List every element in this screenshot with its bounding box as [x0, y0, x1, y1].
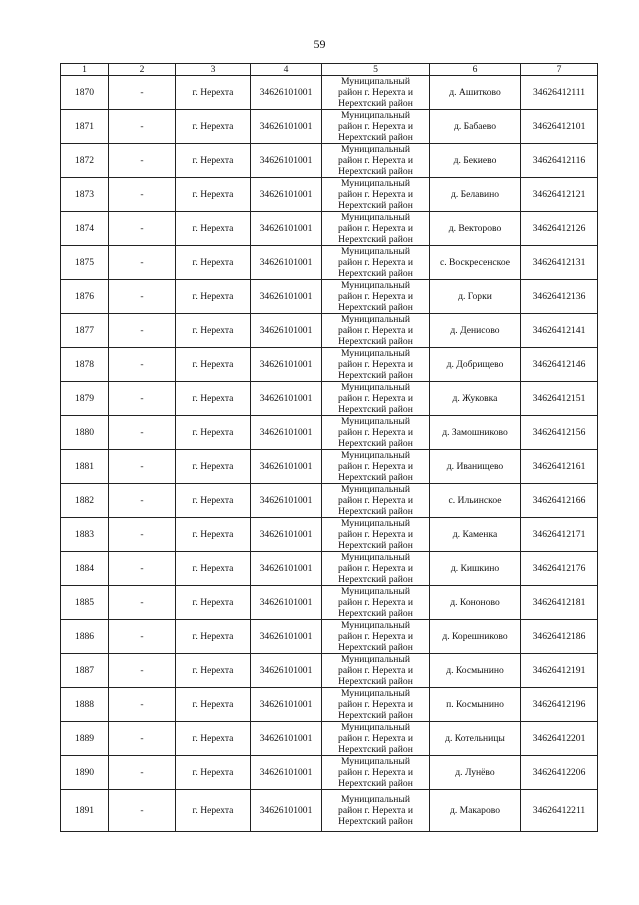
- cell-city: г. Нерехта: [176, 110, 251, 144]
- cell-municipality: [322, 246, 430, 280]
- cell-dash: -: [109, 756, 176, 790]
- cell-municipality: [322, 722, 430, 756]
- cell-oktmo-settlement: 34626412111: [521, 76, 598, 110]
- cell-oktmo-settlement: 34626412101: [521, 110, 598, 144]
- municipality-line: Нерехтский район: [338, 268, 413, 279]
- cell-city: г. Нерехта: [176, 76, 251, 110]
- municipality-line: Муниципальный: [341, 484, 410, 495]
- cell-dash: -: [109, 620, 176, 654]
- municipality-line: район г. Нерехта и: [338, 257, 413, 268]
- cell-settlement: п. Космынино: [430, 688, 521, 722]
- row-number: 1877: [61, 314, 109, 348]
- cell-municipality: [322, 518, 430, 552]
- table-row: [61, 76, 598, 110]
- municipality-line: Нерехтский район: [338, 540, 413, 551]
- municipality-line: Нерехтский район: [338, 816, 413, 827]
- table-row: [61, 586, 598, 620]
- cell-city: г. Нерехта: [176, 756, 251, 790]
- cell-city: г. Нерехта: [176, 484, 251, 518]
- cell-city: г. Нерехта: [176, 688, 251, 722]
- column-header: 7: [521, 64, 598, 76]
- cell-oktmo-city: 34626101001: [251, 246, 322, 280]
- cell-municipality: [322, 110, 430, 144]
- table-row: [61, 620, 598, 654]
- table-row: [61, 144, 598, 178]
- table-row: [61, 348, 598, 382]
- cell-oktmo-settlement: 34626412166: [521, 484, 598, 518]
- municipality-line: Нерехтский район: [338, 574, 413, 585]
- cell-settlement: д. Жуковка: [430, 382, 521, 416]
- cell-oktmo-city: 34626101001: [251, 790, 322, 832]
- municipality-line: Нерехтский район: [338, 404, 413, 415]
- page-number: 59: [313, 37, 326, 51]
- row-number: 1882: [61, 484, 109, 518]
- cell-dash: -: [109, 76, 176, 110]
- table-row: [61, 280, 598, 314]
- municipality-line: район г. Нерехта и: [338, 223, 413, 234]
- row-number: 1875: [61, 246, 109, 280]
- cell-dash: -: [109, 314, 176, 348]
- cell-city: г. Нерехта: [176, 416, 251, 450]
- cell-municipality: [322, 620, 430, 654]
- row-number: 1876: [61, 280, 109, 314]
- cell-oktmo-settlement: 34626412116: [521, 144, 598, 178]
- municipality-line: район г. Нерехта и: [338, 805, 413, 816]
- cell-settlement: д. Денисово: [430, 314, 521, 348]
- municipality-line: Нерехтский район: [338, 98, 413, 109]
- cell-municipality: [322, 416, 430, 450]
- municipality-line: Нерехтский район: [338, 200, 413, 211]
- table-row: [61, 654, 598, 688]
- cell-city: г. Нерехта: [176, 178, 251, 212]
- cell-dash: -: [109, 484, 176, 518]
- municipality-line: Муниципальный: [341, 76, 410, 87]
- municipality-line: Муниципальный: [341, 688, 410, 699]
- municipality-line: Муниципальный: [341, 722, 410, 733]
- cell-oktmo-city: 34626101001: [251, 314, 322, 348]
- municipality-line: Нерехтский район: [338, 472, 413, 483]
- cell-settlement: д. Котельницы: [430, 722, 521, 756]
- cell-settlement: д. Каменка: [430, 518, 521, 552]
- row-number: 1891: [61, 790, 109, 832]
- cell-oktmo-city: 34626101001: [251, 722, 322, 756]
- municipality-line: Нерехтский район: [338, 676, 413, 687]
- table-row: [61, 790, 598, 832]
- cell-dash: -: [109, 144, 176, 178]
- municipality-line: район г. Нерехта и: [338, 325, 413, 336]
- cell-dash: -: [109, 348, 176, 382]
- municipality-line: район г. Нерехта и: [338, 631, 413, 642]
- cell-municipality: [322, 654, 430, 688]
- row-number: 1886: [61, 620, 109, 654]
- cell-oktmo-settlement: 34626412206: [521, 756, 598, 790]
- cell-dash: -: [109, 382, 176, 416]
- row-number: 1888: [61, 688, 109, 722]
- cell-settlement: д. Кишкино: [430, 552, 521, 586]
- row-number: 1889: [61, 722, 109, 756]
- municipality-line: Муниципальный: [341, 110, 410, 121]
- row-number: 1872: [61, 144, 109, 178]
- municipality-line: район г. Нерехта и: [338, 597, 413, 608]
- column-header: 5: [322, 64, 430, 76]
- municipality-line: Муниципальный: [341, 416, 410, 427]
- municipality-line: Нерехтский район: [338, 336, 413, 347]
- table-row: [61, 688, 598, 722]
- municipality-line: Муниципальный: [341, 348, 410, 359]
- table-row: [61, 110, 598, 144]
- cell-settlement: д. Замошниково: [430, 416, 521, 450]
- cell-oktmo-city: 34626101001: [251, 382, 322, 416]
- row-number: 1878: [61, 348, 109, 382]
- municipality-line: Нерехтский район: [338, 710, 413, 721]
- row-number: 1870: [61, 76, 109, 110]
- cell-city: г. Нерехта: [176, 518, 251, 552]
- cell-city: г. Нерехта: [176, 620, 251, 654]
- cell-dash: -: [109, 586, 176, 620]
- municipality-line: Нерехтский район: [338, 642, 413, 653]
- municipality-line: район г. Нерехта и: [338, 733, 413, 744]
- cell-city: г. Нерехта: [176, 722, 251, 756]
- row-number: 1880: [61, 416, 109, 450]
- cell-oktmo-settlement: 34626412121: [521, 178, 598, 212]
- cell-oktmo-settlement: 34626412191: [521, 654, 598, 688]
- cell-oktmo-city: 34626101001: [251, 484, 322, 518]
- cell-oktmo-settlement: 34626412131: [521, 246, 598, 280]
- municipality-line: район г. Нерехта и: [338, 121, 413, 132]
- cell-city: г. Нерехта: [176, 450, 251, 484]
- municipality-line: район г. Нерехта и: [338, 461, 413, 472]
- cell-settlement: д. Кононово: [430, 586, 521, 620]
- table-row: [61, 382, 598, 416]
- municipality-line: Нерехтский район: [338, 506, 413, 517]
- cell-settlement: д. Добрищево: [430, 348, 521, 382]
- municipality-line: район г. Нерехта и: [338, 393, 413, 404]
- cell-oktmo-city: 34626101001: [251, 654, 322, 688]
- cell-city: г. Нерехта: [176, 790, 251, 832]
- cell-settlement: д. Горки: [430, 280, 521, 314]
- header-row: [61, 64, 598, 76]
- municipality-line: Нерехтский район: [338, 608, 413, 619]
- cell-settlement: д. Иванищево: [430, 450, 521, 484]
- cell-municipality: [322, 348, 430, 382]
- municipality-line: Муниципальный: [341, 756, 410, 767]
- cell-city: г. Нерехта: [176, 654, 251, 688]
- cell-oktmo-settlement: 34626412136: [521, 280, 598, 314]
- cell-municipality: [322, 790, 430, 832]
- row-number: 1887: [61, 654, 109, 688]
- table-row: [61, 722, 598, 756]
- cell-city: г. Нерехта: [176, 348, 251, 382]
- municipality-line: район г. Нерехта и: [338, 359, 413, 370]
- cell-settlement: д. Корешниково: [430, 620, 521, 654]
- cell-dash: -: [109, 688, 176, 722]
- cell-oktmo-settlement: 34626412181: [521, 586, 598, 620]
- row-number: 1884: [61, 552, 109, 586]
- column-header: 3: [176, 64, 251, 76]
- municipality-line: Нерехтский район: [338, 302, 413, 313]
- column-header: 2: [109, 64, 176, 76]
- cell-city: г. Нерехта: [176, 552, 251, 586]
- cell-dash: -: [109, 212, 176, 246]
- cell-dash: -: [109, 450, 176, 484]
- column-header: 1: [61, 64, 109, 76]
- cell-oktmo-city: 34626101001: [251, 756, 322, 790]
- cell-oktmo-settlement: 34626412161: [521, 450, 598, 484]
- municipality-line: Муниципальный: [341, 586, 410, 597]
- municipality-line: Нерехтский район: [338, 438, 413, 449]
- table-row: [61, 450, 598, 484]
- cell-city: г. Нерехта: [176, 246, 251, 280]
- cell-municipality: [322, 484, 430, 518]
- municipality-line: Муниципальный: [341, 246, 410, 257]
- municipality-line: район г. Нерехта и: [338, 495, 413, 506]
- municipality-line: Нерехтский район: [338, 234, 413, 245]
- municipality-line: Муниципальный: [341, 280, 410, 291]
- cell-city: г. Нерехта: [176, 212, 251, 246]
- cell-dash: -: [109, 246, 176, 280]
- cell-oktmo-city: 34626101001: [251, 280, 322, 314]
- cell-oktmo-city: 34626101001: [251, 76, 322, 110]
- cell-oktmo-city: 34626101001: [251, 110, 322, 144]
- row-number: 1890: [61, 756, 109, 790]
- cell-dash: -: [109, 654, 176, 688]
- cell-municipality: [322, 314, 430, 348]
- cell-municipality: [322, 178, 430, 212]
- municipality-line: район г. Нерехта и: [338, 155, 413, 166]
- cell-oktmo-city: 34626101001: [251, 212, 322, 246]
- cell-oktmo-city: 34626101001: [251, 144, 322, 178]
- table-row: [61, 246, 598, 280]
- cell-settlement: д. Лунёво: [430, 756, 521, 790]
- row-number: 1871: [61, 110, 109, 144]
- cell-oktmo-city: 34626101001: [251, 552, 322, 586]
- cell-dash: -: [109, 722, 176, 756]
- cell-dash: -: [109, 416, 176, 450]
- row-number: 1883: [61, 518, 109, 552]
- municipality-line: Муниципальный: [341, 178, 410, 189]
- cell-settlement: д. Белавино: [430, 178, 521, 212]
- cell-oktmo-settlement: 34626412196: [521, 688, 598, 722]
- cell-city: г. Нерехта: [176, 586, 251, 620]
- cell-oktmo-settlement: 34626412141: [521, 314, 598, 348]
- municipality-line: Нерехтский район: [338, 166, 413, 177]
- municipality-line: район г. Нерехта и: [338, 291, 413, 302]
- column-header: 6: [430, 64, 521, 76]
- cell-city: г. Нерехта: [176, 144, 251, 178]
- cell-settlement: д. Векторово: [430, 212, 521, 246]
- municipality-line: Муниципальный: [341, 518, 410, 529]
- municipality-line: Муниципальный: [341, 620, 410, 631]
- cell-oktmo-settlement: 34626412171: [521, 518, 598, 552]
- cell-municipality: [322, 382, 430, 416]
- registry-table: [60, 63, 598, 832]
- row-number: 1874: [61, 212, 109, 246]
- municipality-line: Муниципальный: [341, 212, 410, 223]
- cell-oktmo-settlement: 34626412211: [521, 790, 598, 832]
- cell-municipality: [322, 586, 430, 620]
- municipality-line: район г. Нерехта и: [338, 189, 413, 200]
- cell-city: г. Нерехта: [176, 382, 251, 416]
- cell-oktmo-city: 34626101001: [251, 620, 322, 654]
- municipality-line: район г. Нерехта и: [338, 563, 413, 574]
- municipality-line: район г. Нерехта и: [338, 529, 413, 540]
- municipality-line: район г. Нерехта и: [338, 87, 413, 98]
- cell-municipality: [322, 212, 430, 246]
- cell-city: г. Нерехта: [176, 314, 251, 348]
- municipality-line: район г. Нерехта и: [338, 767, 413, 778]
- municipality-line: Муниципальный: [341, 450, 410, 461]
- row-number: 1885: [61, 586, 109, 620]
- row-number: 1879: [61, 382, 109, 416]
- municipality-line: Муниципальный: [341, 314, 410, 325]
- cell-oktmo-city: 34626101001: [251, 450, 322, 484]
- cell-municipality: [322, 76, 430, 110]
- cell-settlement: д. Космынино: [430, 654, 521, 688]
- cell-oktmo-settlement: 34626412201: [521, 722, 598, 756]
- municipality-line: район г. Нерехта и: [338, 665, 413, 676]
- cell-dash: -: [109, 110, 176, 144]
- cell-oktmo-city: 34626101001: [251, 178, 322, 212]
- cell-dash: -: [109, 518, 176, 552]
- municipality-line: Нерехтский район: [338, 778, 413, 789]
- table-row: [61, 178, 598, 212]
- cell-oktmo-settlement: 34626412156: [521, 416, 598, 450]
- cell-municipality: [322, 450, 430, 484]
- municipality-line: Муниципальный: [341, 552, 410, 563]
- cell-settlement: д. Ашитково: [430, 76, 521, 110]
- cell-oktmo-settlement: 34626412186: [521, 620, 598, 654]
- cell-oktmo-city: 34626101001: [251, 688, 322, 722]
- cell-municipality: [322, 552, 430, 586]
- column-header: 4: [251, 64, 322, 76]
- municipality-line: Муниципальный: [341, 144, 410, 155]
- table-row: [61, 314, 598, 348]
- cell-municipality: [322, 144, 430, 178]
- cell-dash: -: [109, 178, 176, 212]
- cell-city: г. Нерехта: [176, 280, 251, 314]
- table-row: [61, 484, 598, 518]
- municipality-line: Муниципальный: [341, 382, 410, 393]
- cell-oktmo-city: 34626101001: [251, 416, 322, 450]
- cell-municipality: [322, 756, 430, 790]
- cell-municipality: [322, 688, 430, 722]
- municipality-line: Нерехтский район: [338, 744, 413, 755]
- row-number: 1881: [61, 450, 109, 484]
- table-row: [61, 416, 598, 450]
- cell-dash: -: [109, 790, 176, 832]
- municipality-line: Муниципальный: [341, 654, 410, 665]
- cell-settlement: д. Бекиево: [430, 144, 521, 178]
- cell-settlement: с. Воскресенское: [430, 246, 521, 280]
- cell-oktmo-city: 34626101001: [251, 348, 322, 382]
- cell-dash: -: [109, 280, 176, 314]
- cell-settlement: д. Бабаево: [430, 110, 521, 144]
- municipality-line: район г. Нерехта и: [338, 427, 413, 438]
- table-row: [61, 756, 598, 790]
- municipality-line: Муниципальный: [341, 794, 410, 805]
- row-number: 1873: [61, 178, 109, 212]
- cell-oktmo-settlement: 34626412151: [521, 382, 598, 416]
- cell-municipality: [322, 280, 430, 314]
- table-row: [61, 518, 598, 552]
- municipality-line: Нерехтский район: [338, 370, 413, 381]
- municipality-line: район г. Нерехта и: [338, 699, 413, 710]
- municipality-line: Нерехтский район: [338, 132, 413, 143]
- cell-oktmo-city: 34626101001: [251, 586, 322, 620]
- cell-settlement: д. Макарово: [430, 790, 521, 832]
- cell-dash: -: [109, 552, 176, 586]
- cell-settlement: с. Ильинское: [430, 484, 521, 518]
- table-row: [61, 212, 598, 246]
- cell-oktmo-settlement: 34626412126: [521, 212, 598, 246]
- cell-oktmo-settlement: 34626412176: [521, 552, 598, 586]
- cell-oktmo-settlement: 34626412146: [521, 348, 598, 382]
- table-row: [61, 552, 598, 586]
- cell-oktmo-city: 34626101001: [251, 518, 322, 552]
